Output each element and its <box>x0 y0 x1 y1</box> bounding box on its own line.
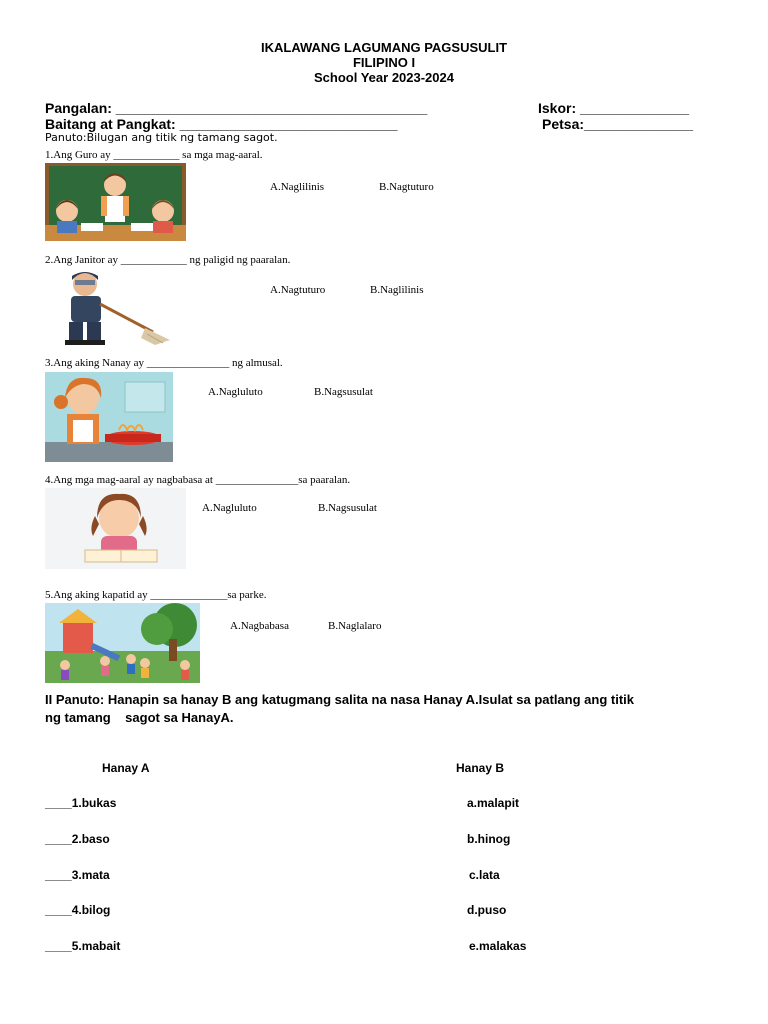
question-5-option-a[interactable]: A.Nagbabasa <box>230 620 289 632</box>
hanay-b-heading: Hanay B <box>456 761 505 775</box>
pangalan-field[interactable]: Pangalan: ________________________________________ <box>45 100 428 116</box>
question-1-option-b[interactable]: B.Nagtuturo <box>379 181 434 193</box>
question-1-option-a[interactable]: A.Naglilinis <box>270 181 325 193</box>
exam-title: IKALAWANG LAGUMANG PAGSUSULIT <box>260 40 508 55</box>
student-writing-illustration <box>45 488 186 569</box>
question-3-option-a[interactable]: A.Nagluluto <box>208 386 263 398</box>
janitor-illustration <box>45 268 182 346</box>
question-5-text: 5.Ang aking kapatid ay ______________sa parke. <box>45 589 267 601</box>
hanay-a-heading: Hanay A <box>102 761 150 775</box>
question-4-option-a[interactable]: A.Nagluluto <box>202 502 257 514</box>
question-2-text: 2.Ang Janitor ay ____________ ng paligid ng paaralan. <box>45 254 291 266</box>
hanay-a-item-3[interactable]: ____3.mata <box>45 868 110 882</box>
part2-instruction-line2: ng tamang sagot sa HanayA. <box>45 710 234 725</box>
question-2-option-b[interactable]: B.Naglilinis <box>370 284 424 296</box>
park-children-illustration <box>45 603 200 683</box>
part1-instruction: Panuto:Bilugan ang titik ng tamang sagot. <box>45 131 278 144</box>
hanay-b-item-e: e.malakas <box>469 939 527 953</box>
question-3-option-b[interactable]: B.Nagsusulat <box>314 386 373 398</box>
hanay-b-item-c: c.lata <box>469 868 500 882</box>
iskor-field[interactable]: Iskor: ______________ <box>538 100 690 116</box>
hanay-a-item-4[interactable]: ____4.bilog <box>45 903 111 917</box>
hanay-b-item-b: b.hinog <box>467 832 511 846</box>
hanay-b-item-a: a.malapit <box>467 796 520 810</box>
question-4-option-b[interactable]: B.Nagsusulat <box>318 502 377 514</box>
question-3-text: 3.Ang aking Nanay ay _______________ ng almusal. <box>45 357 283 369</box>
petsa-field[interactable]: Petsa:______________ <box>542 116 694 132</box>
question-5-option-b[interactable]: B.Naglalaro <box>328 620 382 632</box>
hanay-b-item-d: d.puso <box>467 903 507 917</box>
teacher-illustration <box>45 163 186 241</box>
exam-subject: FILIPINO I <box>352 55 416 70</box>
part2-instruction-line1: II Panuto: Hanapin sa hanay B ang katugmang salita na nasa Hanay A.Isulat sa patlang ang titik <box>45 692 634 707</box>
baitang-field[interactable]: Baitang at Pangkat: ____________________________ <box>45 116 398 132</box>
school-year: School Year 2023-2024 <box>314 70 454 85</box>
hanay-a-item-1[interactable]: ____1.bukas <box>45 796 117 810</box>
question-4-text: 4.Ang mga mag-aaral ay nagbabasa at _______________sa paaralan. <box>45 474 351 486</box>
hanay-a-item-5[interactable]: ____5.mabait <box>45 939 121 953</box>
question-1-text: 1.Ang Guro ay ____________ sa mga mag-aaral. <box>45 149 263 161</box>
mother-cooking-illustration <box>45 372 173 462</box>
hanay-a-item-2[interactable]: ____2.baso <box>45 832 110 846</box>
question-2-option-a[interactable]: A.Nagtuturo <box>270 284 326 296</box>
